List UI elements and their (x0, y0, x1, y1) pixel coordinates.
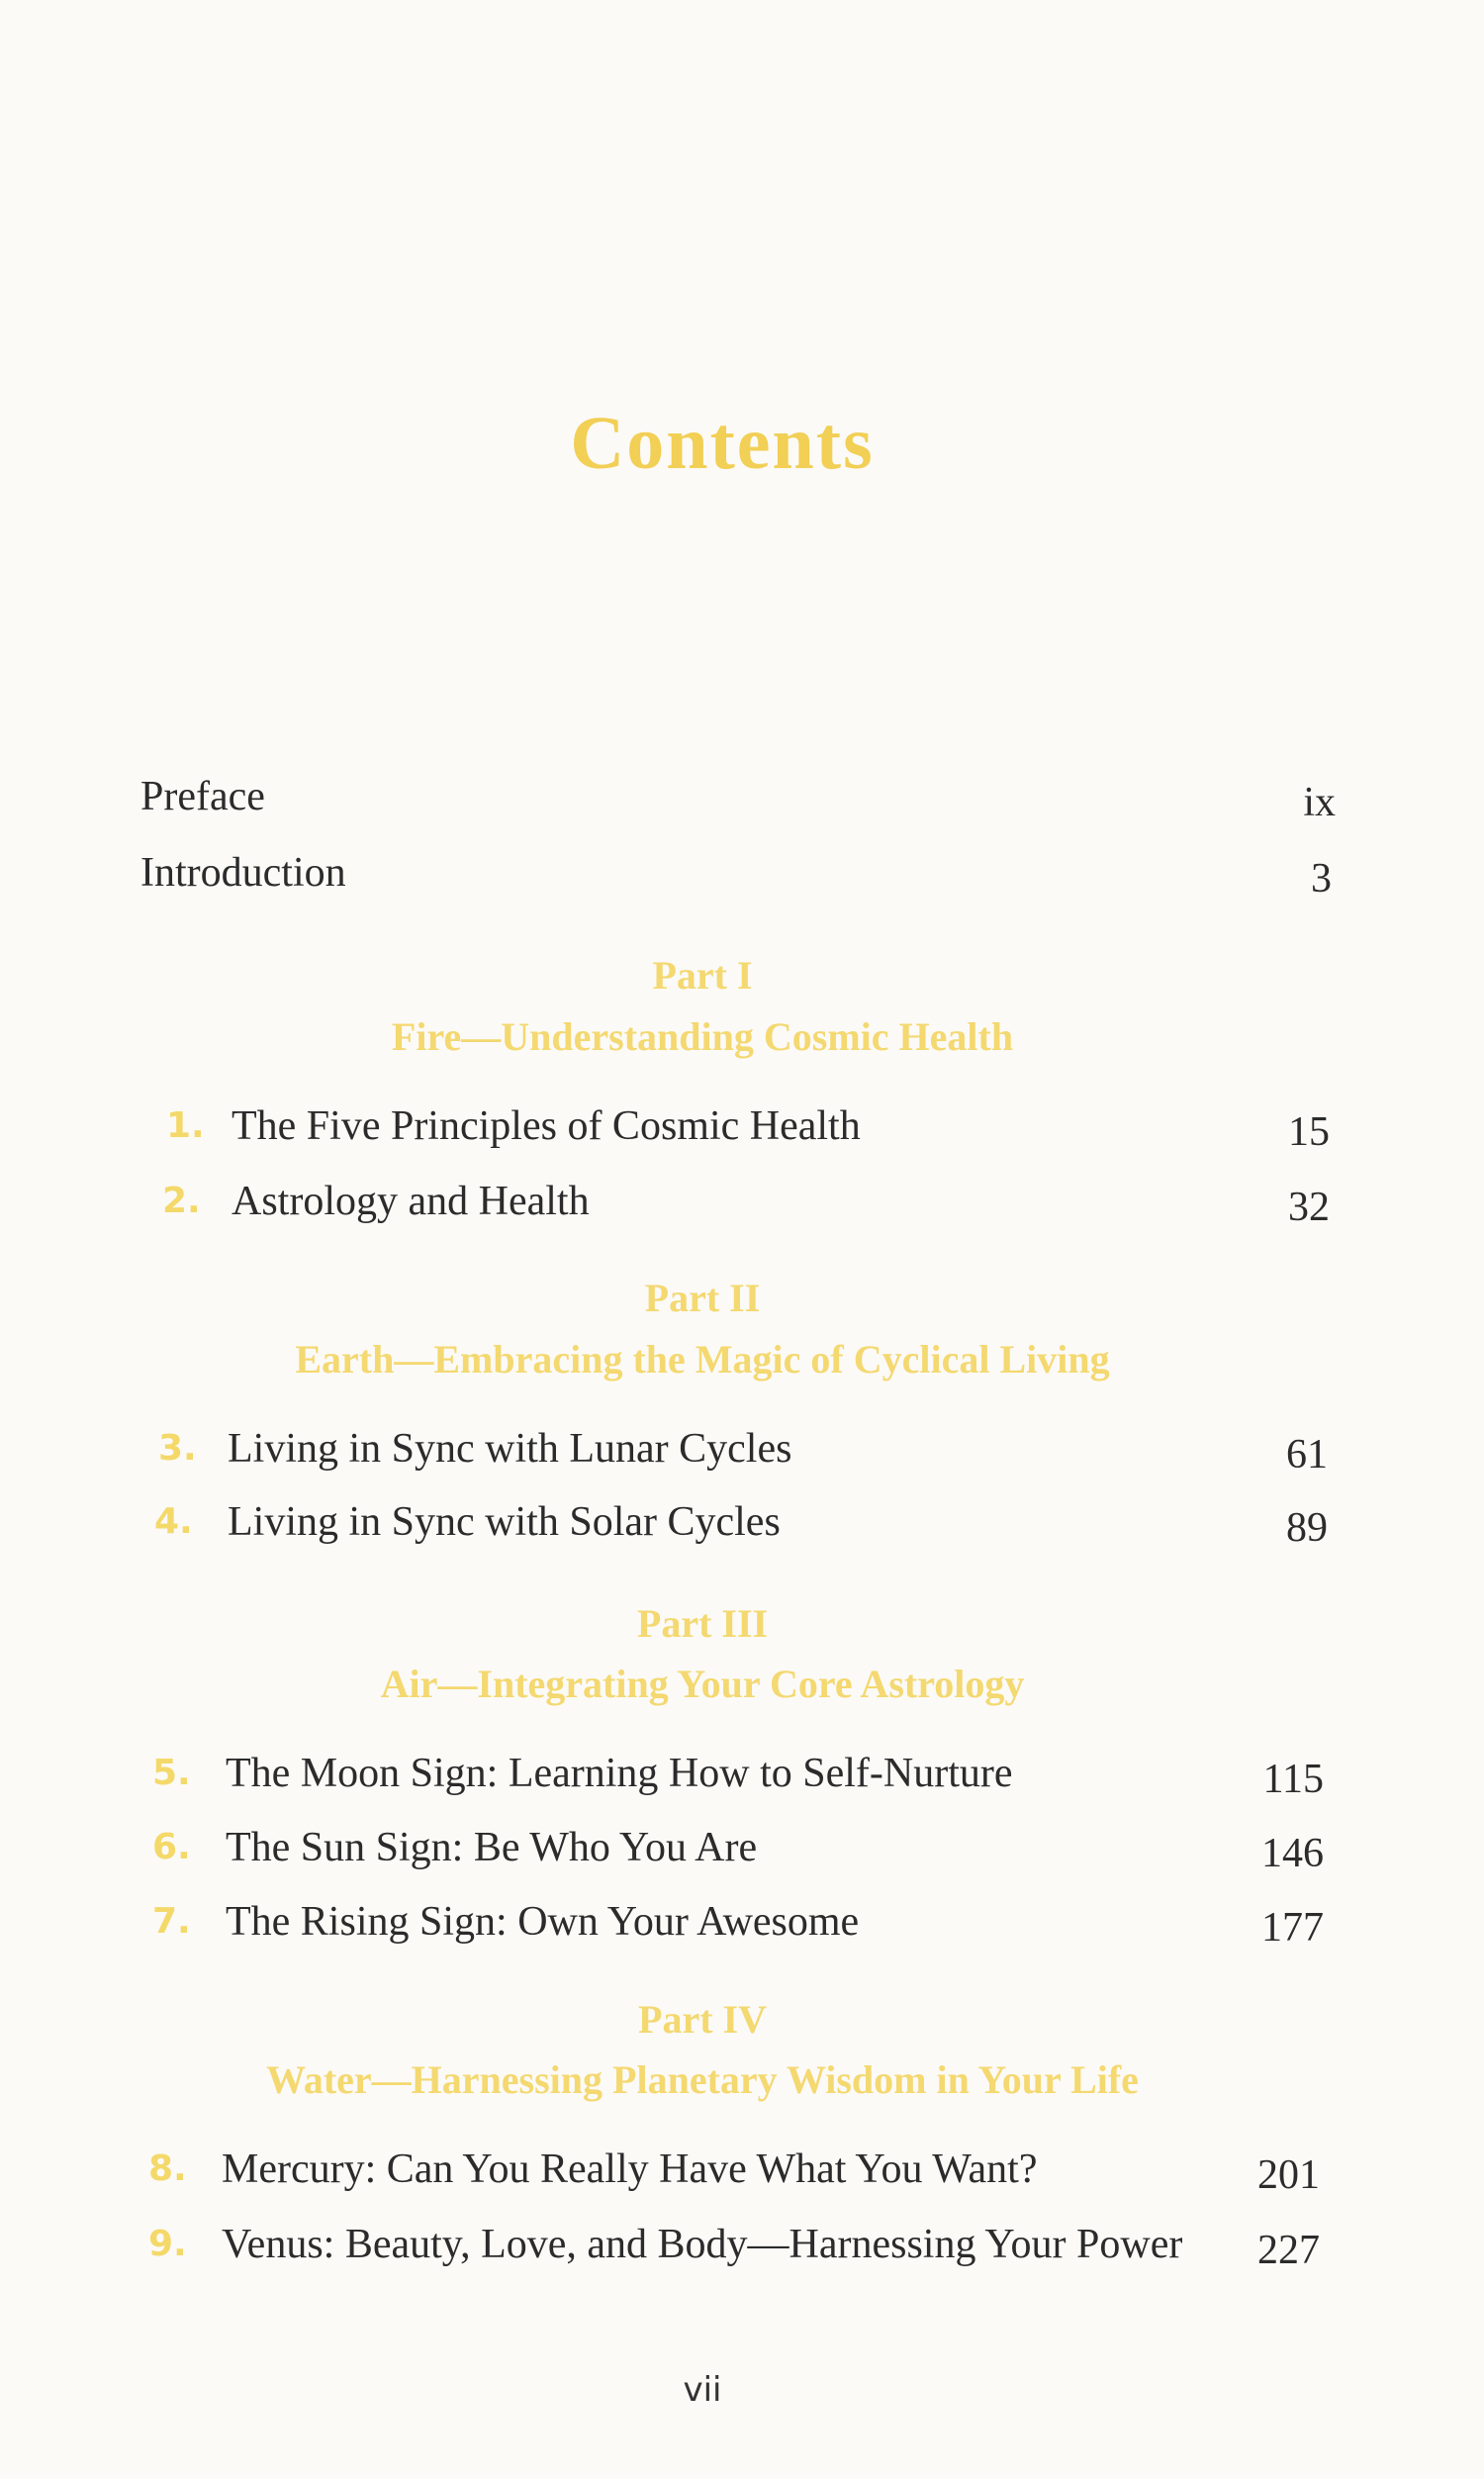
toc-entry-label: Astrology and Health (232, 1179, 590, 1224)
chapter-number: 2. (162, 1181, 201, 1221)
contents-title: Contents (570, 402, 875, 485)
toc-entry-page: 3 (1311, 856, 1332, 902)
chapter-number: 6. (152, 1827, 191, 1867)
part-heading: Part IV (638, 1997, 767, 2042)
chapter-number: 9. (148, 2224, 187, 2264)
toc-entry-page: 146 (1261, 1831, 1324, 1876)
part-subtitle: Earth—Embracing the Magic of Cyclical Living (295, 1337, 1110, 1382)
toc-entry-page: 32 (1288, 1185, 1330, 1230)
part-subtitle: Water—Harnessing Planetary Wisdom in Your Life (266, 2057, 1139, 2102)
toc-entry-label: Living in Sync with Lunar Cycles (228, 1426, 792, 1472)
toc-entry-page: 89 (1286, 1505, 1328, 1551)
chapter-number: 3. (158, 1428, 197, 1469)
part-subtitle: Air—Integrating Your Core Astrology (380, 1662, 1025, 1706)
part-heading: Part I (652, 953, 753, 998)
toc-entry-chapter-5[interactable] (152, 1744, 1324, 1803)
toc-entry-label: Preface (140, 774, 265, 819)
toc-entry-chapter-2[interactable] (162, 1172, 1330, 1231)
toc-entry-chapter-6[interactable] (152, 1818, 1324, 1877)
toc-entry-chapter-8[interactable] (148, 2140, 1320, 2199)
toc-entry-page: 115 (1262, 1757, 1324, 1802)
toc-entry-page: 177 (1261, 1905, 1324, 1951)
toc-entry-label: Introduction (140, 850, 346, 896)
part-subtitle: Fire—Understanding Cosmic Health (391, 1014, 1014, 1059)
page-number: vii (683, 2370, 722, 2410)
toc-entry-introduction[interactable] (140, 843, 1332, 903)
toc-entry-page: ix (1303, 780, 1336, 825)
chapter-number: 1. (166, 1105, 205, 1146)
toc-entry-label: The Moon Sign: Learning How to Self-Nurture (226, 1751, 1013, 1796)
toc-entry-page: 227 (1257, 2228, 1320, 2273)
chapter-number: 7. (152, 1901, 191, 1942)
chapter-number: 5. (152, 1753, 191, 1793)
toc-entry-label: The Sun Sign: Be Who You Are (226, 1825, 758, 1870)
part-heading: Part II (644, 1276, 761, 1320)
toc-entry-label: Mercury: Can You Really Have What You Want? (222, 2146, 1038, 2192)
toc-entry-page: 15 (1288, 1109, 1330, 1155)
toc-entry-label: Living in Sync with Solar Cycles (228, 1499, 781, 1545)
toc-entry-page: 61 (1286, 1432, 1328, 1478)
part-heading: Part III (636, 1601, 769, 1646)
toc-entry-label: Venus: Beauty, Love, and Body—Harnessing Your Power (222, 2222, 1183, 2267)
chapter-number: 4. (154, 1501, 193, 1542)
chapter-number: 8. (148, 2148, 187, 2189)
toc-entry-chapter-1[interactable] (166, 1096, 1330, 1156)
toc-entry-page: 201 (1257, 2152, 1320, 2198)
toc-entry-chapter-9[interactable] (148, 2215, 1320, 2274)
toc-entry-label: The Five Principles of Cosmic Health (232, 1103, 861, 1149)
toc-entry-label: The Rising Sign: Own Your Awesome (226, 1899, 860, 1945)
toc-entry-chapter-3[interactable] (158, 1419, 1328, 1478)
toc-entry-preface[interactable] (140, 767, 1336, 826)
toc-entry-chapter-7[interactable] (152, 1892, 1324, 1952)
toc-entry-chapter-4[interactable] (154, 1492, 1328, 1552)
